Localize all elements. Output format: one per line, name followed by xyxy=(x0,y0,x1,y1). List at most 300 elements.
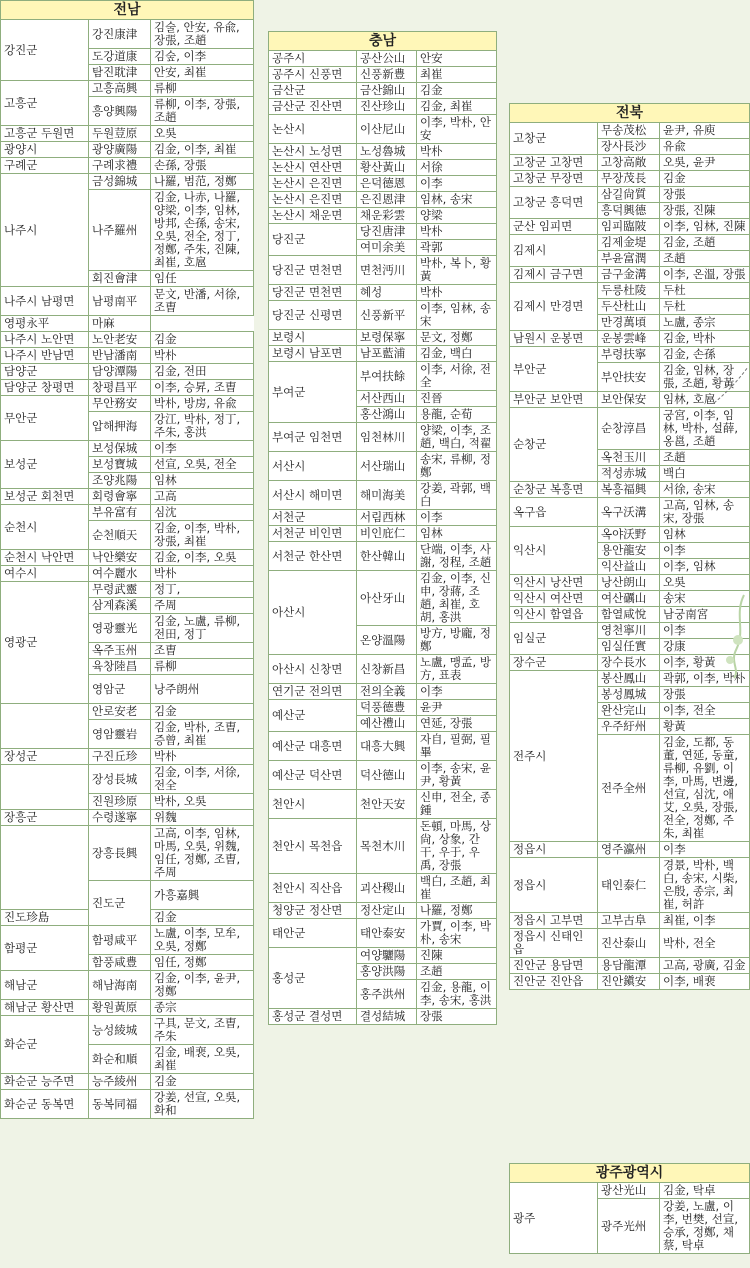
surnames-cell: 곽郭 xyxy=(417,240,497,256)
surnames-cell: 김金, 이李, 최崔 xyxy=(151,142,254,158)
surnames-cell: 서徐, 송宋 xyxy=(660,482,750,498)
region-cell: 공주시 xyxy=(269,51,357,67)
origin-cell: 해미海美 xyxy=(357,481,417,510)
surnames-cell: 이李 xyxy=(417,510,497,526)
table-row xyxy=(510,155,750,171)
origin-cell: 신풍新平 xyxy=(357,301,417,330)
origin-cell: 은덕德恩 xyxy=(357,176,417,192)
origin-cell: 부여扶餘 xyxy=(357,362,417,391)
region-cell: 보성군 xyxy=(1,441,89,489)
region-cell: 익산시 함열읍 xyxy=(510,607,598,623)
region-cell: 나주시 xyxy=(1,174,89,287)
origin-cell: 무송茂松 xyxy=(598,123,660,139)
origin-cell: 온양溫陽 xyxy=(357,626,417,655)
surnames-cell: 김金, 이李, 윤尹, 정鄭 xyxy=(151,971,254,1000)
origin-cell: 괴산稷山 xyxy=(357,874,417,903)
origin-cell: 낭산朗山 xyxy=(598,575,660,591)
surnames-cell: 박朴 xyxy=(417,144,497,160)
surnames-cell: 김金, 임林, 장張, 조趙, 황黃 xyxy=(660,363,750,392)
table-row xyxy=(269,542,497,571)
jeonbuk-header: 전북 xyxy=(510,104,750,123)
origin-cell: 홍산鴻山 xyxy=(357,407,417,423)
region-cell: 화순군 xyxy=(1,1016,89,1074)
region-cell: 남원시 운봉면 xyxy=(510,331,598,347)
table-row xyxy=(269,481,497,510)
origin-cell: 진원珍原 xyxy=(89,794,151,810)
surnames-cell: 진晉 xyxy=(417,391,497,407)
surnames-cell: 안安 xyxy=(417,51,497,67)
origin-cell: 보안保安 xyxy=(598,392,660,408)
table-row xyxy=(1,704,254,720)
surnames-cell: 이李, 승昇, 조曺 xyxy=(151,380,254,396)
region-cell: 고창군 고창면 xyxy=(510,155,598,171)
surnames-cell: 임林 xyxy=(660,527,750,543)
region-cell: 나주시 남평면 xyxy=(1,287,89,316)
surnames-cell: 장張 xyxy=(660,687,750,703)
origin-cell: 면천沔川 xyxy=(357,256,417,285)
origin-cell: 용담龍潭 xyxy=(598,958,660,974)
jeonnam-body xyxy=(1,20,254,1119)
table-row xyxy=(510,527,750,543)
region-cell: 아산시 신창면 xyxy=(269,655,357,684)
surnames-cell: 문文, 정鄭 xyxy=(417,330,497,346)
region-cell: 연기군 전의면 xyxy=(269,684,357,700)
origin-cell: 광주光州 xyxy=(598,1199,660,1254)
region-cell: 정읍시 신태인읍 xyxy=(510,929,598,958)
table-row xyxy=(1,287,254,316)
region-cell: 고창군 무장면 xyxy=(510,171,598,187)
surnames-cell: 송宋 xyxy=(660,591,750,607)
origin-cell: 완산完山 xyxy=(598,703,660,719)
surnames-cell: 김金 xyxy=(417,83,497,99)
surnames-cell: 이李 xyxy=(660,543,750,559)
region-cell: 정읍시 xyxy=(510,842,598,858)
table-row xyxy=(269,330,497,346)
jeonbuk-table xyxy=(509,103,750,990)
region-cell: 해남군 xyxy=(1,971,89,1000)
surnames-cell: 경景, 박朴, 백白, 송宋, 시柴, 은殷, 종宗, 최崔, 허許 xyxy=(660,858,750,913)
table-row xyxy=(1,20,254,49)
region-cell: 천안시 xyxy=(269,790,357,819)
origin-cell: 아산牙山 xyxy=(357,571,417,626)
origin-cell: 도강道康 xyxy=(89,49,151,65)
region-cell: 부여군 xyxy=(269,362,357,423)
origin-cell: 흥양興陽 xyxy=(89,97,151,126)
table-row xyxy=(510,123,750,139)
origin-cell: 복흥福興 xyxy=(598,482,660,498)
origin-cell: 함평咸平 xyxy=(89,926,151,955)
origin-cell: 결성結城 xyxy=(357,1009,417,1025)
table-row xyxy=(269,208,497,224)
origin-cell: 보성保城 xyxy=(89,441,151,457)
region-cell: 정읍시 고부면 xyxy=(510,913,598,929)
surnames-cell: 장張, 진陳 xyxy=(660,203,750,219)
jeonnam-header: 전남 xyxy=(1,1,254,20)
origin-cell: 임피臨陂 xyxy=(598,219,660,235)
origin-cell: 장수長水 xyxy=(598,655,660,671)
table-row xyxy=(269,510,497,526)
region-cell: 고창군 xyxy=(510,123,598,155)
region-cell: 논산시 은진면 xyxy=(269,192,357,208)
surnames-cell: 조曺 xyxy=(151,643,254,659)
table-row xyxy=(269,346,497,362)
surnames-cell: 김金, 이李, 신申, 장蔣, 조趙, 최崔, 호胡, 홍洪 xyxy=(417,571,497,626)
gwangju-table xyxy=(509,1163,750,1254)
table-row xyxy=(510,283,750,299)
surnames-cell: 나羅, 범范, 정鄭 xyxy=(151,174,254,190)
region-cell: 보령시 xyxy=(269,330,357,346)
table-row xyxy=(1,174,254,190)
table-row xyxy=(1,364,254,380)
table-row xyxy=(269,655,497,684)
region-cell: 익산시 낭산면 xyxy=(510,575,598,591)
dashed-line-decoration-icon xyxy=(712,365,750,405)
origin-cell: 영천寧川 xyxy=(598,623,660,639)
surnames-cell: 두杜 xyxy=(660,283,750,299)
origin-cell: 장흥長興 xyxy=(89,826,151,881)
origin-cell: 혜성 xyxy=(357,285,417,301)
surnames-cell: 고高, 이李, 임林, 마馬, 오吳, 위魏, 임任, 정鄭, 조曺, 주周 xyxy=(151,826,254,881)
surnames-cell: 돈頓, 마馬, 상尙, 상象, 간干, 우于, 우禹, 장張 xyxy=(417,819,497,874)
surnames-cell: 유兪 xyxy=(660,139,750,155)
region-cell: 논산시 xyxy=(269,115,357,144)
region-cell: 금산군 진산면 xyxy=(269,99,357,115)
region-cell: 무안군 xyxy=(1,396,89,441)
surnames-cell: 임任, 정鄭 xyxy=(151,955,254,971)
surnames-cell: 노盧, 맹孟, 방方, 표表 xyxy=(417,655,497,684)
region-cell: 고흥군 xyxy=(1,81,89,126)
region-cell: 순창군 복흥면 xyxy=(510,482,598,498)
surnames-cell: 궁宮, 이李, 임林, 박朴, 설薛, 옹邕, 조趙 xyxy=(660,408,750,450)
region-cell: 장흥군 xyxy=(1,810,89,826)
surnames-cell: 서徐 xyxy=(417,160,497,176)
table-row xyxy=(269,761,497,790)
surnames-cell: 선宣, 오吳, 전全 xyxy=(151,457,254,473)
surnames-cell: 윤尹 xyxy=(417,700,497,716)
surnames-cell: 이李, 박朴, 안安 xyxy=(417,115,497,144)
region-cell: 서산시 xyxy=(269,452,357,481)
gwangju-header: 광주광역시 xyxy=(510,1164,750,1183)
origin-cell: 덕풍德豊 xyxy=(357,700,417,716)
origin-cell: 봉성鳳城 xyxy=(598,687,660,703)
table-row xyxy=(510,408,750,450)
origin-cell: 광양廣陽 xyxy=(89,142,151,158)
surnames-cell: 백白 xyxy=(660,466,750,482)
table-row xyxy=(269,160,497,176)
surnames-cell: 김金 xyxy=(151,1074,254,1090)
region-cell: 임실군 xyxy=(510,623,598,655)
surnames-cell: 가賈, 이李, 박朴, 송宋 xyxy=(417,919,497,948)
origin-cell: 장성長城 xyxy=(89,765,151,794)
region-cell: 고창군 흥덕면 xyxy=(510,187,598,219)
region-cell: 광양시 xyxy=(1,142,89,158)
surnames-cell: 조趙 xyxy=(417,964,497,980)
region-cell: 논산시 연산면 xyxy=(269,160,357,176)
table-row xyxy=(510,671,750,687)
region-cell xyxy=(1,765,89,810)
table-row xyxy=(510,858,750,913)
table-row xyxy=(269,51,497,67)
origin-cell: 황산黃山 xyxy=(357,160,417,176)
origin-cell: 서산西山 xyxy=(357,391,417,407)
table-row xyxy=(1,550,254,566)
surnames-cell: 주周 xyxy=(151,598,254,614)
table-row xyxy=(269,732,497,761)
table-row xyxy=(1,126,254,142)
origin-cell: 구진丘珍 xyxy=(89,749,151,765)
surnames-cell: 이李, 배裵 xyxy=(660,974,750,990)
origin-cell: 전의全義 xyxy=(357,684,417,700)
surnames-cell: 김金, 최崔 xyxy=(417,99,497,115)
table-row xyxy=(1,158,254,174)
table-row xyxy=(1,971,254,1000)
origin-cell: 여양驪陽 xyxy=(357,948,417,964)
origin-cell: 비인庇仁 xyxy=(357,526,417,542)
origin-cell: 황원黃原 xyxy=(89,1000,151,1016)
origin-cell: 두릉杜陵 xyxy=(598,283,660,299)
origin-cell: 육창陸昌 xyxy=(89,659,151,675)
surnames-cell: 오吳 xyxy=(151,126,254,142)
table-row xyxy=(269,224,497,240)
region-cell: 순천시 xyxy=(1,505,89,550)
origin-cell: 순창淳昌 xyxy=(598,408,660,450)
origin-cell: 홍양洪陽 xyxy=(357,964,417,980)
origin-cell: 압해押海 xyxy=(89,412,151,441)
origin-cell: 삼길尙質 xyxy=(598,187,660,203)
surnames-cell: 노盧, 이李, 모牟, 오吳, 정鄭 xyxy=(151,926,254,955)
table-row xyxy=(269,192,497,208)
origin-cell: 남평南平 xyxy=(89,287,151,316)
surnames-cell: 김金 xyxy=(151,910,254,926)
origin-cell: 영암靈岩 xyxy=(89,720,151,749)
origin-cell: 익산益山 xyxy=(598,559,660,575)
origin-cell: 봉산鳳山 xyxy=(598,671,660,687)
origin-cell: 용안龍安 xyxy=(598,543,660,559)
origin-cell: 함열咸悅 xyxy=(598,607,660,623)
region-cell: 익산시 xyxy=(510,527,598,575)
surnames-cell: 손孫, 장張 xyxy=(151,158,254,174)
surnames-cell: 김金, 나赤, 나羅, 양梁, 이李, 임林, 방邦, 손孫, 송宋, 오吳, 전全, 정丁, 정鄭, 주朱, 진陳, 최崔, 호扈 xyxy=(151,190,254,271)
table-row xyxy=(269,301,497,330)
origin-cell: 무령武靈 xyxy=(89,582,151,598)
table-row xyxy=(269,684,497,700)
origin-cell: 함풍咸豊 xyxy=(89,955,151,971)
region-cell: 천안시 목천읍 xyxy=(269,819,357,874)
surnames-cell: 문文, 반潘, 서徐, 조曺 xyxy=(151,287,254,316)
surnames-cell: 박朴 xyxy=(151,348,254,364)
surnames-cell: 박朴, 전全 xyxy=(660,929,750,958)
surnames-cell: 이李 xyxy=(417,176,497,192)
table-row xyxy=(269,423,497,452)
origin-cell: 옥구沃溝 xyxy=(598,498,660,527)
surnames-cell: 박朴 xyxy=(417,285,497,301)
table-row xyxy=(510,842,750,858)
surnames-cell: 두杜 xyxy=(660,299,750,315)
region-cell: 당진군 면천면 xyxy=(269,256,357,285)
origin-cell: 진산泰山 xyxy=(598,929,660,958)
origin-cell: 구례求禮 xyxy=(89,158,151,174)
surnames-cell: 임林, 송宋 xyxy=(417,192,497,208)
table-row xyxy=(269,790,497,819)
origin-cell: 한산韓山 xyxy=(357,542,417,571)
region-cell: 담양군 창평면 xyxy=(1,380,89,396)
surnames-cell: 조趙 xyxy=(660,251,750,267)
region-cell: 금산군 xyxy=(269,83,357,99)
region-cell: 전주시 xyxy=(510,671,598,842)
origin-cell: 낙안樂安 xyxy=(89,550,151,566)
table-row xyxy=(1,582,254,598)
origin-cell: 신창新昌 xyxy=(357,655,417,684)
origin-cell: 순천順天 xyxy=(89,521,151,550)
origin-cell: 담양潭陽 xyxy=(89,364,151,380)
origin-cell: 안로安老 xyxy=(89,704,151,720)
surnames-cell: 이李, 임林, 진陳 xyxy=(660,219,750,235)
table-row xyxy=(1,332,254,348)
origin-cell: 무장茂長 xyxy=(598,171,660,187)
surnames-cell: 박朴, 오吳 xyxy=(151,794,254,810)
region-cell: 나주시 반남면 xyxy=(1,348,89,364)
table-row xyxy=(269,144,497,160)
origin-cell: 화순和順 xyxy=(89,1045,151,1074)
surnames-cell: 종宗 xyxy=(151,1000,254,1016)
region-cell: 함평군 xyxy=(1,926,89,971)
table-row xyxy=(510,623,750,639)
region-cell: 화순군 능주면 xyxy=(1,1074,89,1090)
surnames-cell: 김金, 백白 xyxy=(417,346,497,362)
origin-cell: 정산定山 xyxy=(357,903,417,919)
region-cell: 공주시 신풍면 xyxy=(269,67,357,83)
region-cell: 부안군 xyxy=(510,347,598,392)
origin-cell: 적성赤城 xyxy=(598,466,660,482)
chungnam-body xyxy=(269,51,497,1025)
origin-cell: 보성寶城 xyxy=(89,457,151,473)
region-cell: 논산시 노성면 xyxy=(269,144,357,160)
region-cell: 김제시 만경면 xyxy=(510,283,598,331)
origin-cell: 부령扶寧 xyxy=(598,347,660,363)
surnames-cell: 진陳 xyxy=(417,948,497,964)
region-cell: 담양군 xyxy=(1,364,89,380)
table-row xyxy=(510,974,750,990)
surnames-cell: 김金, 이李, 오吳 xyxy=(151,550,254,566)
surnames-cell: 이李, 서徐, 전全 xyxy=(417,362,497,391)
surnames-cell: 오吳, 윤尹 xyxy=(660,155,750,171)
table-row xyxy=(269,526,497,542)
origin-cell: 태안泰安 xyxy=(357,919,417,948)
table-row xyxy=(269,903,497,919)
region-cell: 김제시 금구면 xyxy=(510,267,598,283)
region-cell: 홍성군 결성면 xyxy=(269,1009,357,1025)
origin-cell: 서산瑞山 xyxy=(357,452,417,481)
table-row xyxy=(1,810,254,826)
surnames-cell: 신申, 전全, 종鍾 xyxy=(417,790,497,819)
table-row xyxy=(510,575,750,591)
surnames-cell: 임林, 호扈 xyxy=(660,392,750,408)
origin-cell: 강진康津 xyxy=(89,20,151,49)
surnames-cell: 장張 xyxy=(417,1009,497,1025)
origin-cell: 조양兆陽 xyxy=(89,473,151,489)
region-cell: 서천군 xyxy=(269,510,357,526)
surnames-cell: 이李, 송宋, 윤尹, 황黃 xyxy=(417,761,497,790)
surnames-cell: 박朴 xyxy=(417,224,497,240)
table-row xyxy=(1,749,254,765)
origin-cell: 동복同福 xyxy=(89,1090,151,1119)
table-row xyxy=(510,958,750,974)
surnames-cell: 오吳 xyxy=(660,575,750,591)
surnames-cell: 남궁南宮 xyxy=(660,607,750,623)
region-cell: 화순군 동복면 xyxy=(1,1090,89,1119)
surnames-cell: 김金, 박朴 xyxy=(660,331,750,347)
origin-cell: 탐진耽津 xyxy=(89,65,151,81)
surnames-cell: 위魏 xyxy=(151,810,254,826)
table-row xyxy=(510,607,750,623)
table-row xyxy=(1,1016,254,1045)
table-row xyxy=(1,316,254,332)
table-row xyxy=(269,1009,497,1025)
surnames-cell: 윤尹, 유庾 xyxy=(660,123,750,139)
surnames-cell: 김金, 이李, 박朴, 장張, 최崔 xyxy=(151,521,254,550)
region-cell: 논산시 채운면 xyxy=(269,208,357,224)
table-row xyxy=(1,1074,254,1090)
table-row xyxy=(269,83,497,99)
origin-cell: 능주綾州 xyxy=(89,1074,151,1090)
origin-cell: 장사長沙 xyxy=(598,139,660,155)
surnames-cell: 단端, 이李, 사謝, 정程, 조趙 xyxy=(417,542,497,571)
surnames-cell: 백白, 조趙, 최崔 xyxy=(417,874,497,903)
surnames-cell: 이李 xyxy=(660,623,750,639)
region-cell: 태안군 xyxy=(269,919,357,948)
origin-cell: 가흥嘉興 xyxy=(151,881,254,910)
table-row xyxy=(1,81,254,97)
chungnam-header: 충남 xyxy=(269,32,497,51)
surnames-cell: 박朴, 방房, 유兪 xyxy=(151,396,254,412)
origin-cell: 해남海南 xyxy=(89,971,151,1000)
origin-cell: 전주全州 xyxy=(598,735,660,842)
region-cell: 당진군 면천면 xyxy=(269,285,357,301)
region-cell: 익산시 여산면 xyxy=(510,591,598,607)
surnames-cell: 양梁 xyxy=(417,208,497,224)
surnames-cell: 이李 xyxy=(417,684,497,700)
origin-cell: 두원荳原 xyxy=(89,126,151,142)
table-row xyxy=(510,267,750,283)
origin-cell: 채운彩雲 xyxy=(357,208,417,224)
chungnam-table xyxy=(268,31,497,1025)
table-row xyxy=(510,219,750,235)
leaf-decoration-icon xyxy=(716,590,750,680)
table-row xyxy=(510,655,750,671)
table-row xyxy=(269,176,497,192)
surnames-cell: 강江, 박朴, 정丁, 주朱, 홍洪 xyxy=(151,412,254,441)
table-row xyxy=(269,99,497,115)
table-row xyxy=(1,441,254,457)
table-row xyxy=(1,396,254,412)
surnames-cell: 김金, 조趙 xyxy=(660,235,750,251)
surnames-cell: 류柳, 이李, 장張, 조趙 xyxy=(151,97,254,126)
surnames-cell: 노盧, 종宗 xyxy=(660,315,750,331)
region-cell: 정읍시 xyxy=(510,858,598,913)
surnames-cell: 곽郭, 이李, 박朴 xyxy=(660,671,750,687)
surnames-cell: 용龍, 순荀 xyxy=(417,407,497,423)
surnames-cell: 황黃 xyxy=(660,719,750,735)
origin-cell: 부윤富潤 xyxy=(598,251,660,267)
origin-cell: 대흥大興 xyxy=(357,732,417,761)
table-row xyxy=(269,874,497,903)
origin-cell: 창평昌平 xyxy=(89,380,151,396)
table-row xyxy=(269,700,497,716)
gwangju-body xyxy=(510,1183,750,1254)
table-row xyxy=(269,948,497,964)
surnames-cell: 이李, 임林, 송宋 xyxy=(417,301,497,330)
origin-cell: 옥천玉川 xyxy=(598,450,660,466)
